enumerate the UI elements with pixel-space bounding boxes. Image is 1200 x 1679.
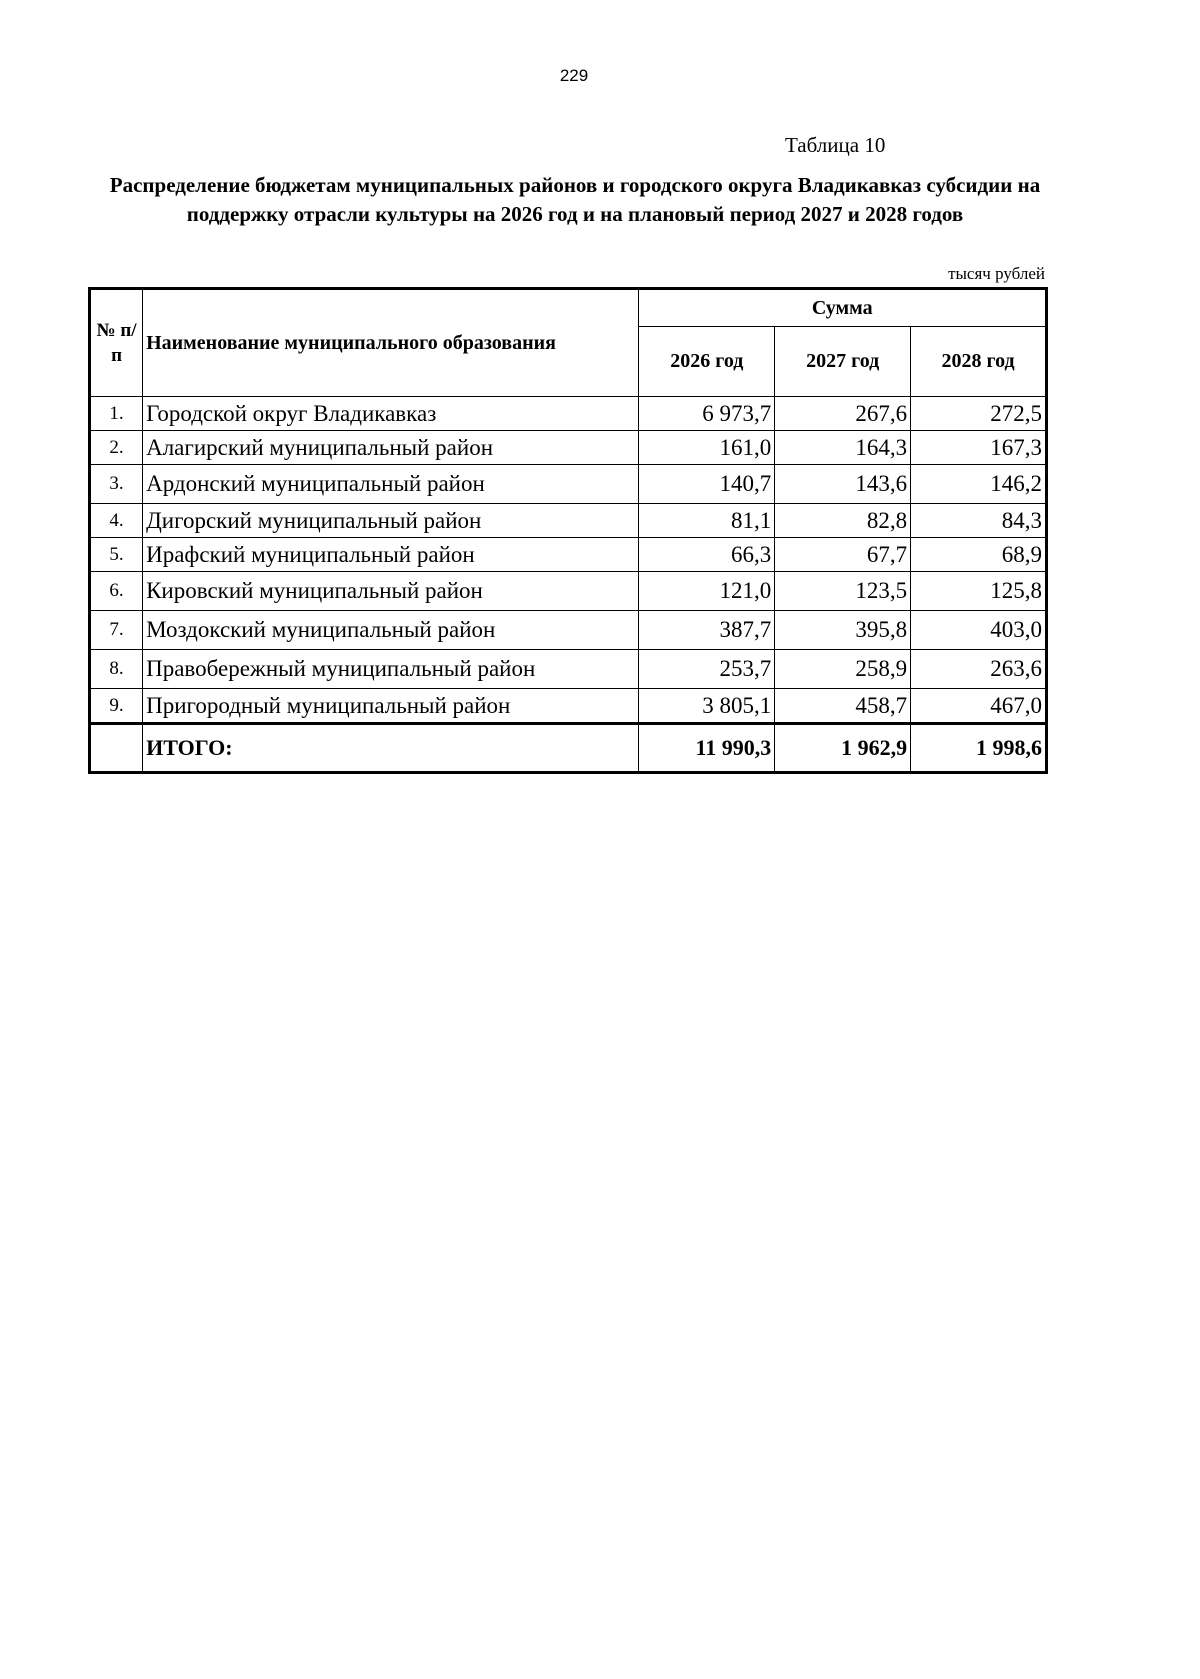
- table-row: [90, 465, 1047, 504]
- total-num-cell: [90, 724, 143, 773]
- header-num: № п/п: [90, 289, 143, 397]
- unit-label: тысяч рублей: [948, 264, 1045, 283]
- table-label: Таблица 10: [785, 133, 886, 157]
- row-num: 4.: [90, 504, 143, 538]
- row-num: 6.: [90, 572, 143, 611]
- page-number: 229: [559, 66, 589, 85]
- row-num: 3.: [90, 465, 143, 504]
- row-name: Городской округ Владикавказ: [143, 397, 639, 431]
- table-row: [90, 538, 1047, 572]
- row-name: Моздокский муниципальный район: [143, 611, 639, 650]
- row-num: 8.: [90, 650, 143, 689]
- row-2026: 140,7: [639, 465, 775, 504]
- row-2028: 84,3: [911, 504, 1047, 538]
- row-num: 1.: [90, 397, 143, 431]
- table-row: [90, 572, 1047, 611]
- header-2027: 2027 год: [775, 327, 911, 397]
- row-2027: 258,9: [775, 650, 911, 689]
- row-2028: 272,5: [911, 397, 1047, 431]
- row-2027: 267,6: [775, 397, 911, 431]
- table-row: [90, 431, 1047, 465]
- row-2028: 263,6: [911, 650, 1047, 689]
- header-2028: 2028 год: [911, 327, 1047, 397]
- header-2026: 2026 год: [639, 327, 775, 397]
- table-body: [90, 397, 1047, 773]
- row-2026: 387,7: [639, 611, 775, 650]
- row-2026: 66,3: [639, 538, 775, 572]
- row-2027: 164,3: [775, 431, 911, 465]
- header-sum: Сумма: [639, 289, 1047, 327]
- row-2026: 3 805,1: [639, 689, 775, 724]
- document-title: Распределение бюджетам муниципальных районов и городского округа Владикавказ субсидии на поддержку отрасли культуры на 2026 год и на плановый период 2027 и 2028 годов: [109, 173, 1041, 226]
- row-name: Пригородный муниципальный район: [143, 689, 639, 724]
- row-2027: 123,5: [775, 572, 911, 611]
- row-2026: 81,1: [639, 504, 775, 538]
- row-2026: 6 973,7: [639, 397, 775, 431]
- row-num: 5.: [90, 538, 143, 572]
- row-name: Алагирский муниципальный район: [143, 431, 639, 465]
- row-name: Дигорский муниципальный район: [143, 504, 639, 538]
- row-2028: 125,8: [911, 572, 1047, 611]
- row-name: Ардонский муниципальный район: [143, 465, 639, 504]
- total-label: ИТОГО:: [143, 724, 639, 773]
- row-num: 9.: [90, 689, 143, 724]
- total-row: [90, 724, 1047, 773]
- table-row: [90, 397, 1047, 431]
- total-2028: 1 998,6: [911, 724, 1047, 773]
- table-row: [90, 611, 1047, 650]
- row-2027: 458,7: [775, 689, 911, 724]
- row-2027: 67,7: [775, 538, 911, 572]
- row-num: 2.: [90, 431, 143, 465]
- row-name: Правобережный муниципальный район: [143, 650, 639, 689]
- total-2027: 1 962,9: [775, 724, 911, 773]
- row-num: 7.: [90, 611, 143, 650]
- row-name: Ирафский муниципальный район: [143, 538, 639, 572]
- row-2027: 395,8: [775, 611, 911, 650]
- row-2026: 121,0: [639, 572, 775, 611]
- row-2028: 403,0: [911, 611, 1047, 650]
- row-2026: 161,0: [639, 431, 775, 465]
- row-name: Кировский муниципальный район: [143, 572, 639, 611]
- row-2026: 253,7: [639, 650, 775, 689]
- table-row: [90, 650, 1047, 689]
- subsidy-table: [88, 287, 1048, 774]
- header-name: Наименование муниципального образования: [143, 289, 639, 397]
- table-row: [90, 504, 1047, 538]
- row-2028: 146,2: [911, 465, 1047, 504]
- row-2028: 167,3: [911, 431, 1047, 465]
- row-2028: 467,0: [911, 689, 1047, 724]
- row-2027: 82,8: [775, 504, 911, 538]
- row-2027: 143,6: [775, 465, 911, 504]
- total-2026: 11 990,3: [639, 724, 775, 773]
- table-row: [90, 689, 1047, 724]
- row-2028: 68,9: [911, 538, 1047, 572]
